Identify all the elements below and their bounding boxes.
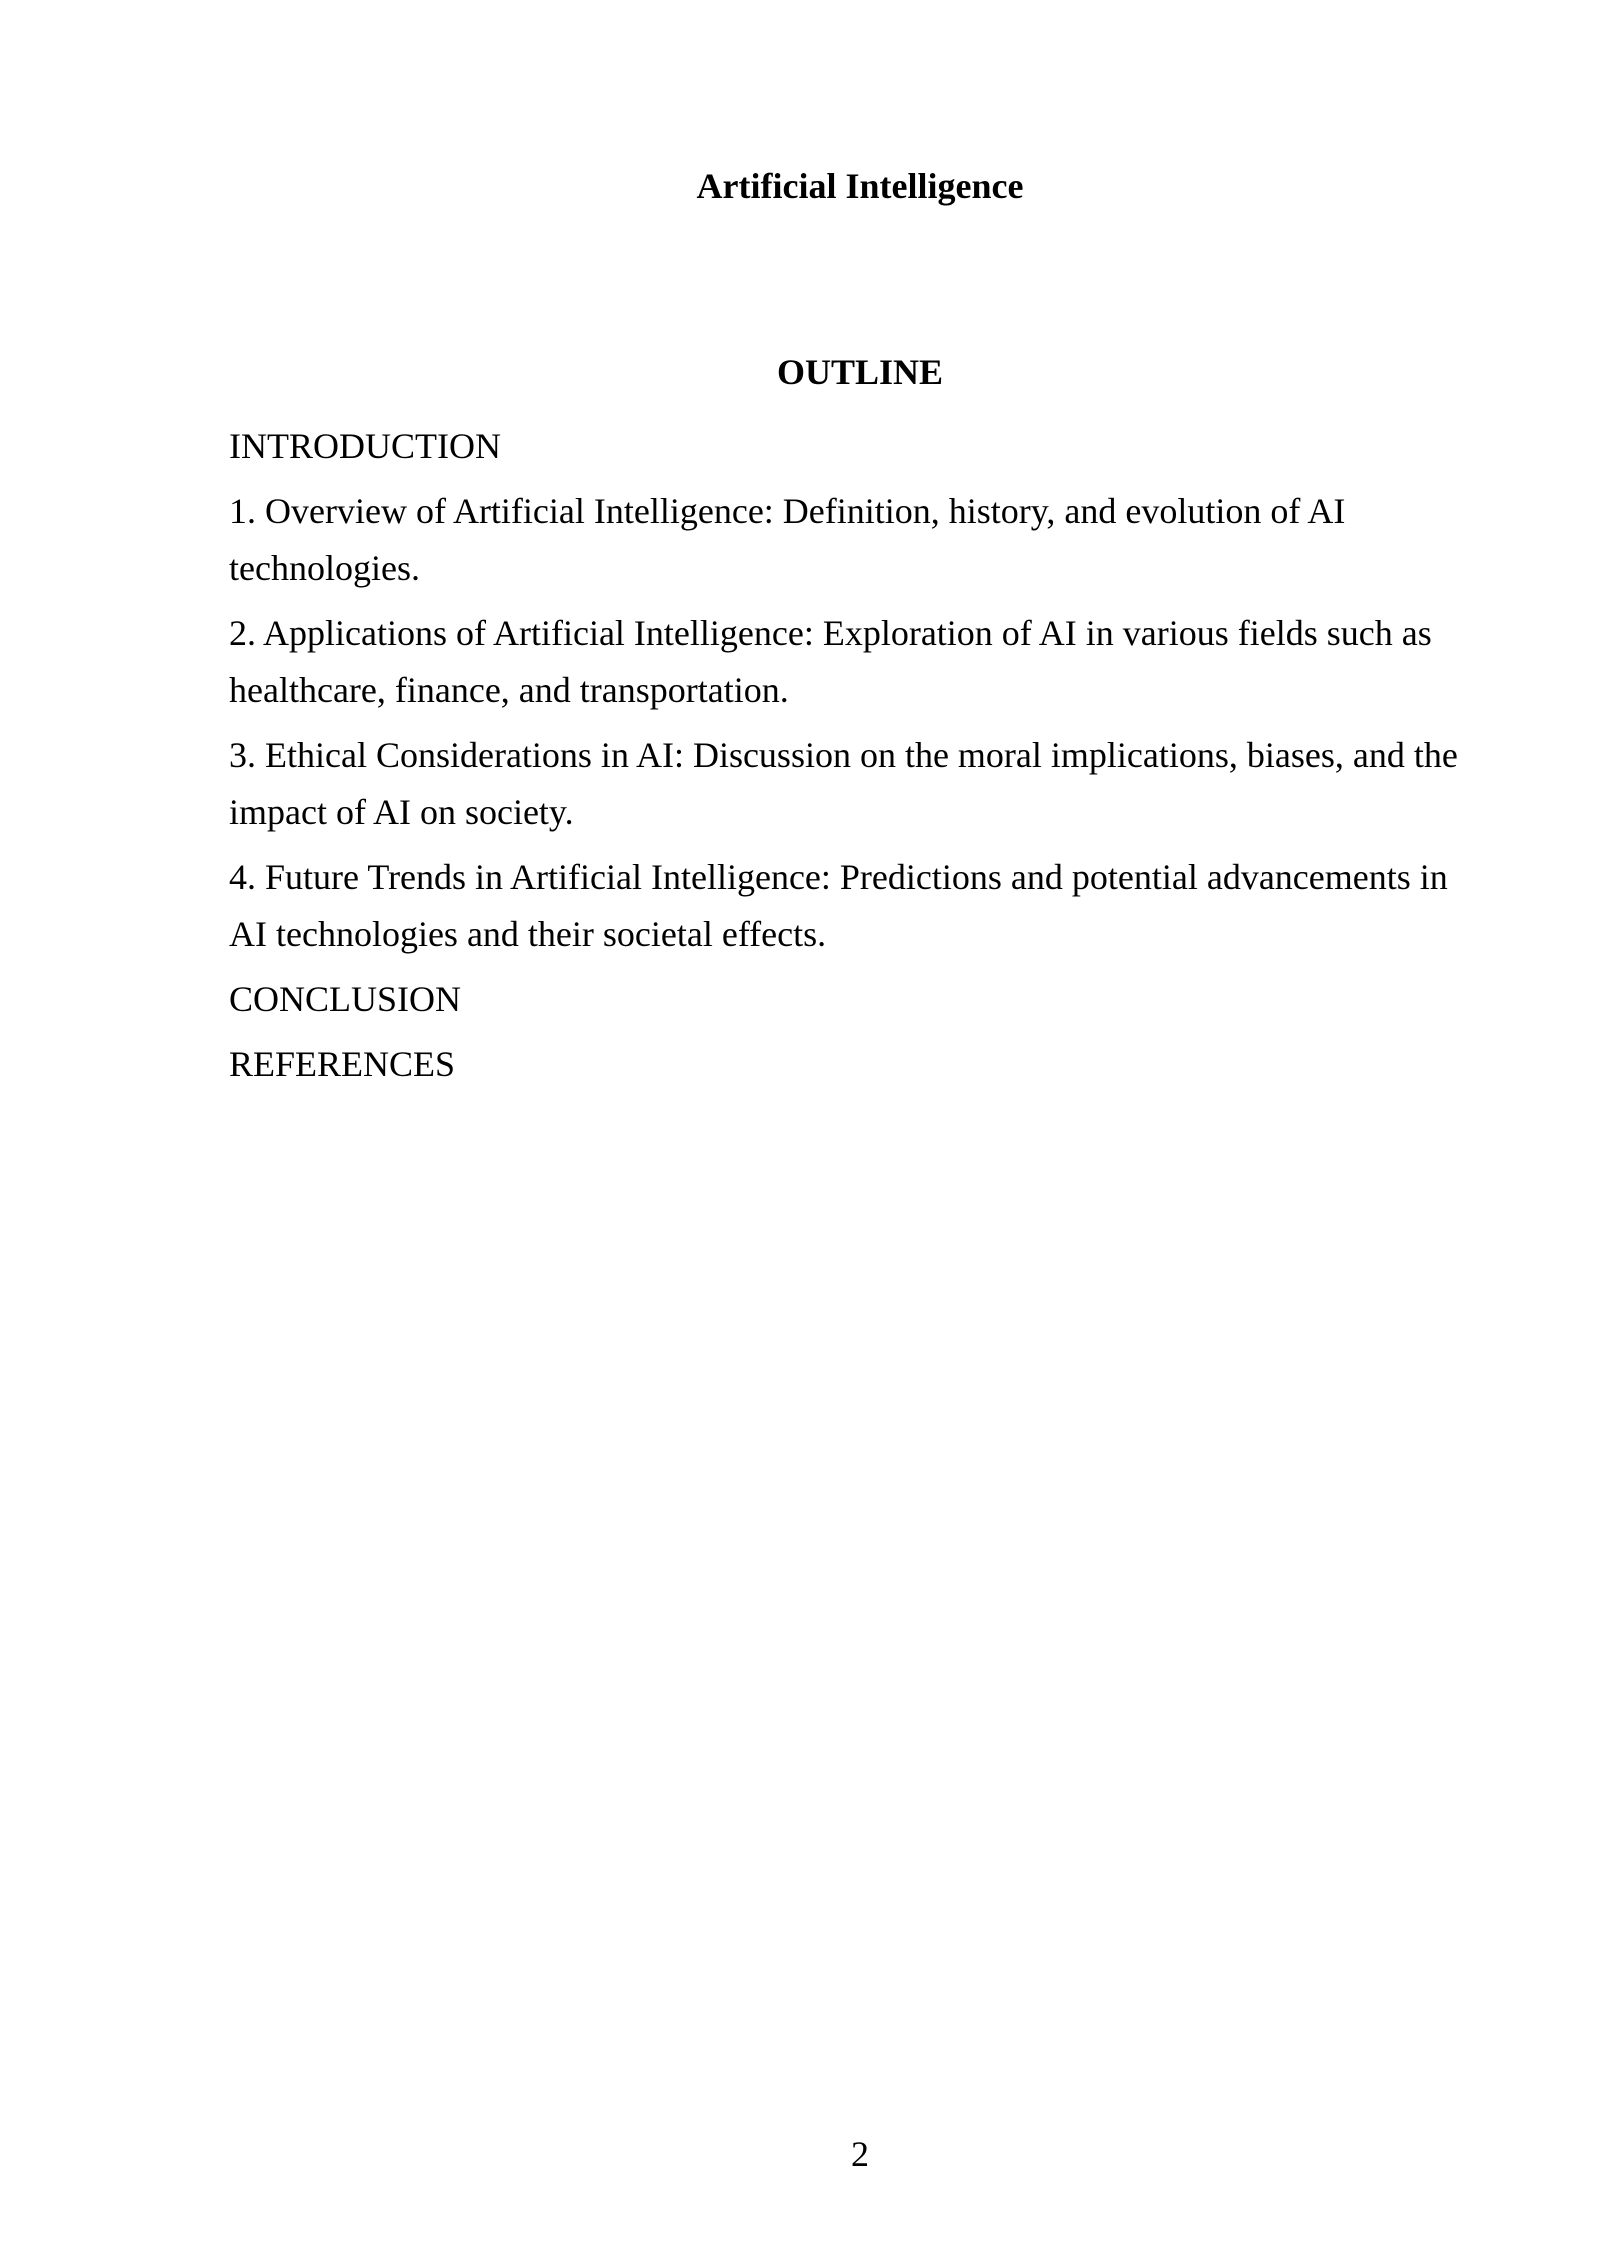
outline-item-conclusion: CONCLUSION [229, 979, 462, 1019]
outline-item-1: 1. Overview of Artificial Intelligence: Definition, history, and evolution of AI technologies. [229, 491, 1346, 588]
document-title: Artificial Intelligence [696, 166, 1024, 206]
outline-item-references: REFERENCES [229, 1044, 456, 1084]
outline-item-4: 4. Future Trends in Artificial Intelligence: Predictions and potential advancements in AI technologies and their societal effects. [229, 857, 1448, 954]
outline-heading: OUTLINE [776, 352, 944, 392]
outline-item-introduction: INTRODUCTION [229, 426, 501, 466]
outline-item-3: 3. Ethical Considerations in AI: Discussion on the moral implications, biases, and the impact of AI on society. [229, 735, 1458, 832]
outline-item-2: 2. Applications of Artificial Intelligence: Exploration of AI in various fields such as healthcare, finance, and transportation. [229, 613, 1432, 710]
outline-list [229, 418, 1489, 1101]
page-number: 2 [851, 2134, 869, 2174]
